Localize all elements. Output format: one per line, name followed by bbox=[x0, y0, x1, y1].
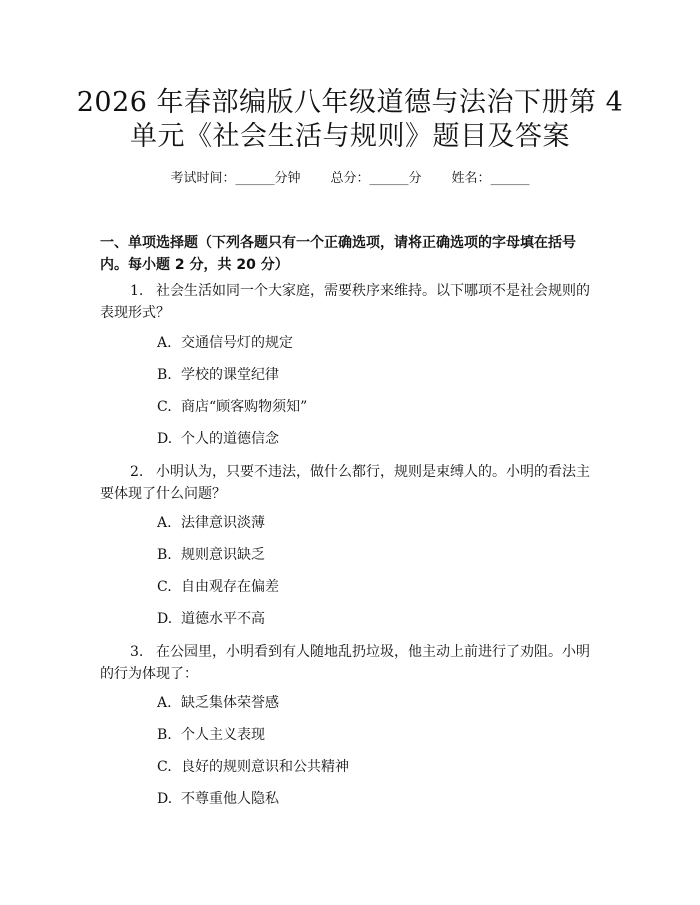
question-1 bbox=[100, 280, 600, 324]
question-3-option-b bbox=[157, 725, 265, 745]
option-letter: A. bbox=[157, 695, 172, 711]
question-2-option-c bbox=[157, 577, 279, 597]
question-3 bbox=[100, 641, 600, 685]
question-3-option-d bbox=[157, 789, 279, 809]
option-text: 个人主义表现 bbox=[181, 727, 265, 743]
question-2 bbox=[100, 461, 600, 505]
option-text: 个人的道德信念 bbox=[181, 431, 279, 447]
question-1-option-d bbox=[157, 429, 279, 449]
question-1-option-b bbox=[157, 365, 279, 385]
question-text: 在公园里，小明看到有人随地乱扔垃圾，他主动上前进行了劝阻。小明的行为体现了： bbox=[100, 644, 590, 682]
document-title-line-2: 单元《社会生活与规则》题目及答案 bbox=[130, 121, 570, 152]
option-letter: D. bbox=[157, 791, 173, 807]
question-2-option-d bbox=[157, 609, 265, 629]
option-text: 缺乏集体荣誉感 bbox=[181, 695, 279, 711]
option-letter: D. bbox=[157, 431, 173, 447]
question-number: 2. bbox=[130, 464, 144, 480]
option-text: 自由观存在偏差 bbox=[181, 579, 279, 595]
question-number: 3. bbox=[130, 644, 144, 660]
question-2-option-a bbox=[157, 513, 265, 533]
option-text: 道德水平不高 bbox=[181, 611, 265, 627]
exam-meta bbox=[0, 170, 700, 188]
option-text: 良好的规则意识和公共精神 bbox=[181, 759, 349, 775]
exam-time: 考试时间：______分钟 bbox=[170, 171, 301, 186]
option-letter: B. bbox=[157, 547, 172, 563]
question-3-option-a bbox=[157, 693, 279, 713]
option-text: 规则意识缺乏 bbox=[181, 547, 265, 563]
question-text: 小明认为，只要不违法，做什么都行，规则是束缚人的。小明的看法主要体现了什么问题？ bbox=[100, 464, 590, 502]
option-text: 交通信号灯的规定 bbox=[181, 335, 293, 351]
option-text: 不尊重他人隐私 bbox=[181, 791, 279, 807]
exam-student-name: 姓名：______ bbox=[451, 171, 530, 186]
option-letter: C. bbox=[157, 399, 172, 415]
option-letter: A. bbox=[157, 335, 172, 351]
section-heading: 一、单项选择题（下列各题只有一个正确选项，请将正确选项的字母填在括号内。每小题 2 分，共 20 分） bbox=[100, 235, 576, 273]
option-letter: B. bbox=[157, 727, 172, 743]
option-letter: B. bbox=[157, 367, 172, 383]
option-letter: A. bbox=[157, 515, 172, 531]
document-title-line-1: 2026 年春部编版八年级道德与法治下册第 4 bbox=[76, 87, 624, 118]
question-3-option-c bbox=[157, 757, 349, 777]
question-2-option-b bbox=[157, 545, 265, 565]
exam-total-score: 总分：______分 bbox=[330, 171, 422, 186]
question-1-option-c bbox=[157, 397, 307, 417]
question-number: 1. bbox=[130, 283, 144, 299]
question-text: 社会生活如同一个大家庭，需要秩序来维持。以下哪项不是社会规则的表现形式？ bbox=[100, 283, 590, 321]
option-letter: C. bbox=[157, 579, 172, 595]
option-text: 商店“顾客购物须知” bbox=[181, 399, 308, 415]
option-letter: C. bbox=[157, 759, 172, 775]
option-text: 学校的课堂纪律 bbox=[181, 367, 279, 383]
option-letter: D. bbox=[157, 611, 173, 627]
question-1-option-a bbox=[157, 333, 293, 353]
option-text: 法律意识淡薄 bbox=[181, 515, 265, 531]
